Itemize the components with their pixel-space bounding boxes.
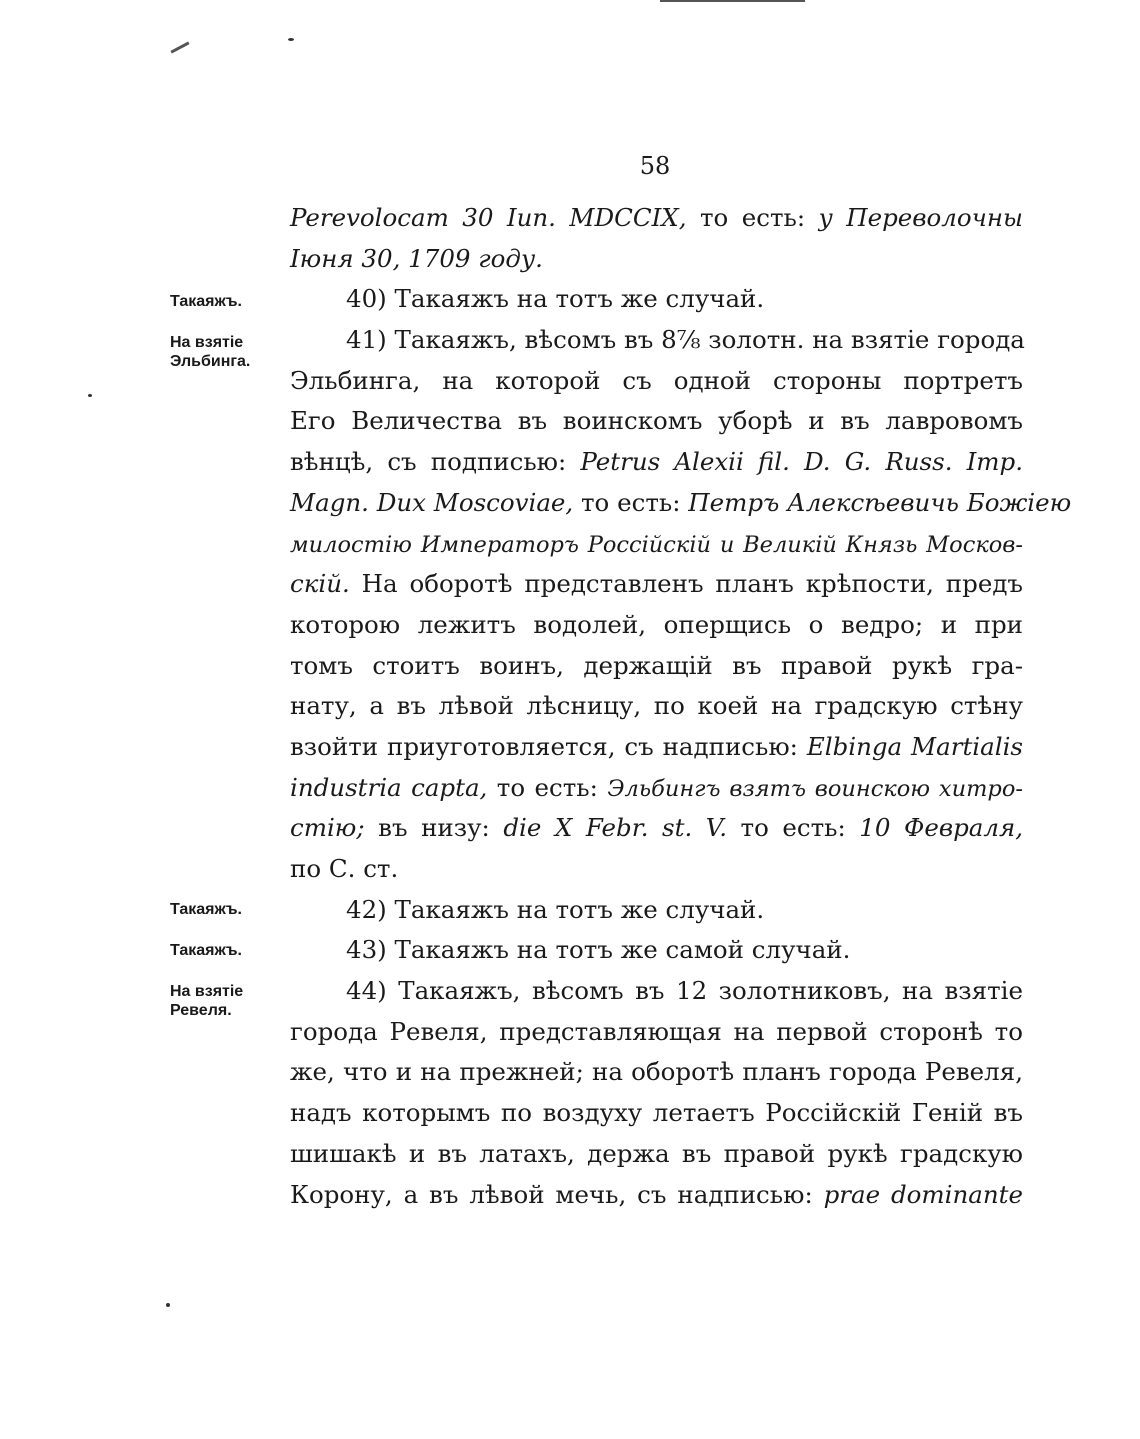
margin-note-line: Эльбинга. [170,353,251,370]
margin-note-line: На взятіе [170,983,244,1000]
text-line: по С. ст. [290,854,399,883]
russian-italic-text: у Переволочны [818,203,1023,232]
body-text [290,198,1072,1215]
text-line: нату, а въ лѣвой лѣсницу, по коей на градскую стѣну [290,691,1023,721]
text-line: взойти приуготовляется, съ надписью: Elbinga Martialis [290,731,1023,761]
margin-note-43: Такаяжъ. [170,942,242,959]
text-line: города Ревеля, представляющая на первой сторонѣ то [290,1016,1023,1046]
latin-text: Perevolocam 30 Iun. MDCCIX, [290,203,687,232]
text-line: шишакѣ и въ латахъ, держа въ правой рукѣ градскую [290,1138,1023,1168]
text-line: Корону, а въ лѣвой мечь, съ надписью: prae dominante [290,1179,1023,1209]
text-line: 42) Такаяжъ на тотъ же случай. [346,894,765,924]
text-line: Эльбинга, на которой съ одной стороны портретъ [290,365,1023,395]
text-line: скій. На оборотѣ представленъ планъ крѣпости, предъ [290,569,1023,599]
margin-note-40: Такаяжъ. [170,293,242,310]
margin-note-41 [170,333,282,371]
text-line: которою лежитъ водолей, оперщись о ведро; и при [290,609,1023,639]
text-line: томъ стоитъ воинъ, держащій въ правой рукѣ гра- [290,650,1023,680]
text-line: стію; въ низу: die X Febr. st. V. то есть: 10 Февраля, [290,813,1023,843]
scan-mark [166,1303,170,1307]
text-line: Іюня 30, 1709 году. [290,243,543,273]
scan-mark [288,38,294,41]
text-line: надъ которымъ по воздуху летаетъ Россійскій Геній въ [290,1098,1023,1128]
text-line: 43) Такаяжъ на тотъ же самой случай. [346,935,851,965]
text-line: Magn. Dux Moscoviae, то есть: Петръ Алексѣевичь Божіею [290,487,1072,517]
text-line: Его Величества въ воинскомъ уборѣ и въ лавровомъ [290,406,1023,436]
text-line: вѣнцѣ, съ подписью: Petrus Alexii fil. D. G. Russ. Imp. [290,447,1023,477]
text-line: же, что и на прежней; на оборотѣ планъ города Ревеля, [290,1057,1023,1087]
text-line: 41) Такаяжъ, вѣсомъ въ 8⅞ золотн. на взятіе города [346,325,1025,355]
text-line: Perevolocam 30 Iun. MDCCIX, то есть: у Переволочны [290,203,1023,232]
scan-mark [660,0,805,2]
margin-note-line: На взятіе [170,334,244,351]
page-number: 58 [639,152,671,180]
margin-note-42: Такаяжъ. [170,901,242,918]
text-line: 44) Такаяжъ, вѣсомъ въ 12 золотниковъ, на взятіе [346,976,1023,1006]
margin-note-44 [170,982,282,1020]
margin-note-line: Ревеля. [170,1002,232,1019]
scan-mark [170,41,189,53]
text-line: милостію Императоръ Россійскій и Великій Князь Москов- [290,531,1023,558]
text-line: industria capta, то есть: Эльбингъ взятъ воинскою хитро- [290,772,1023,802]
scan-mark [88,394,92,397]
text-line: 40) Такаяжъ на тотъ же случай. [346,284,765,314]
